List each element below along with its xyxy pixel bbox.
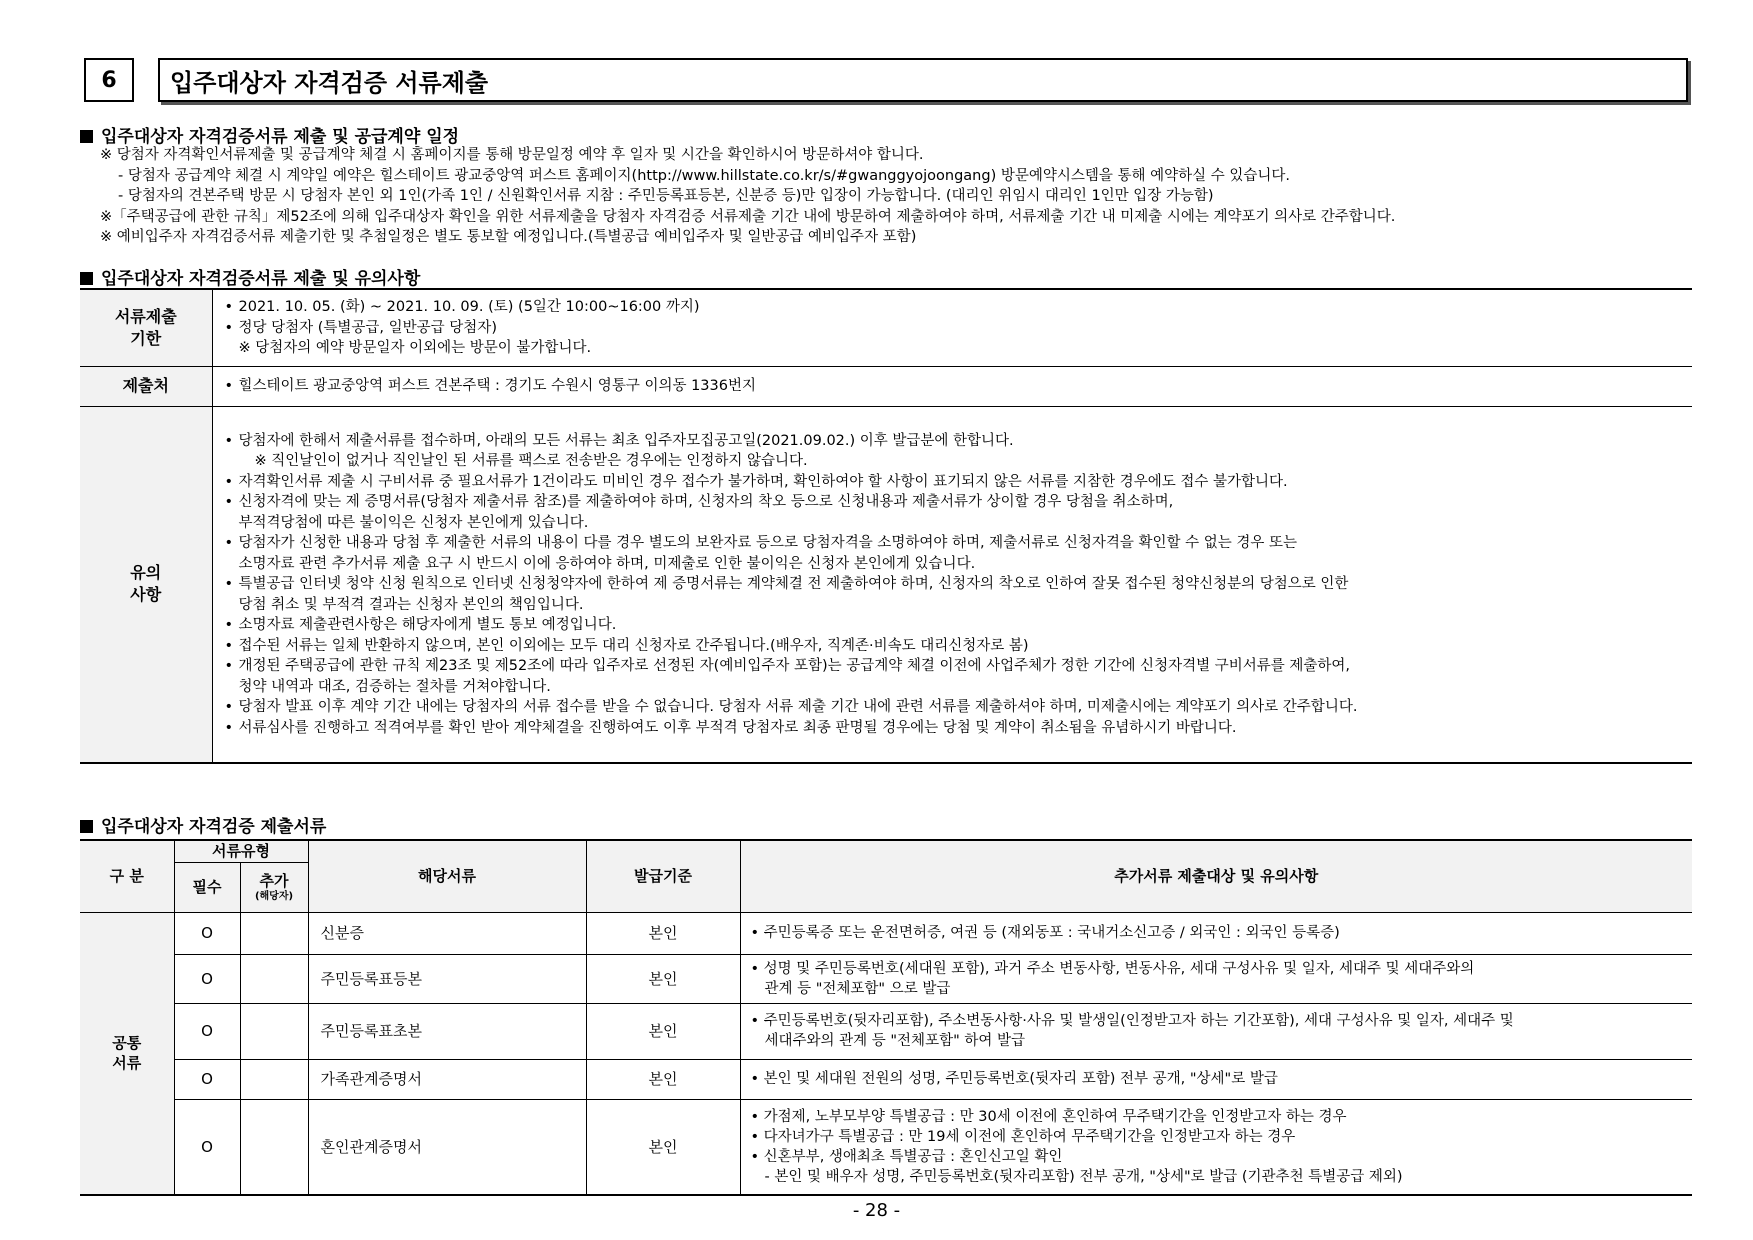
notes-label: 유의 사항: [80, 406, 212, 763]
deadline-label: 서류제출 기한: [80, 289, 212, 366]
caution-table: [80, 288, 1692, 764]
place-row: [80, 366, 1692, 406]
table-row: 공통 서류 O 신분증 본인 • 주민등록증 또는 운전면허증, 여권 등 (재외동포 : 국내거소신고증 / 외국인 : 외국인 등록증): [80, 912, 1692, 954]
docs-header-row: [80, 840, 1692, 862]
table-row: O 주민등록표초본 본인 • 주민등록번호(뒷자리포함), 주소변동사항·사유 및 발생일(인정받고자 하는 기간포함), 세대 구성사유 및 일자, 세대주 및 세대주와의 관계 등 "전체포함" 하여 발급: [80, 1003, 1692, 1059]
document-header: 해당서류: [308, 840, 586, 912]
additional-header: 추가 (해당자): [240, 862, 308, 912]
square-bullet-icon: [80, 272, 93, 285]
place-label: 제출처: [80, 366, 212, 406]
schedule-line: - 당첨자의 견본주택 방문 시 당첨자 본인 외 1인(가족 1인 / 신원확인서류 지참 : 주민등록표등본, 신분증 등)만 입장이 가능합니다. (대리인 위임시 대리인 1인만 입장 가능함): [118, 188, 1214, 204]
schedule-line: ※「주택공급에 관한 규칙」제52조에 의해 입주대상자 확인을 위한 서류제출을 당첨자 자격검증 서류제출 기간 내에 방문하여 제출하여야 하며, 서류제출 기간 내 미제출 시에는 계약포기 의사로 간주합니다.: [100, 208, 1396, 225]
caution-heading: 입주대상자 자격검증서류 제출 및 유의사항: [80, 264, 420, 289]
table-row: O 혼인관계증명서 본인 • 가점제, 노부모부양 특별공급 : 만 30세 이전에 혼인하여 무주택기간을 인정받고자 하는 경우 • 다자녀가구 특별공급 : 만 19세 이전에 혼인하여 무주택기간을 인정받고자 하는 경우 • 신혼부부, 생애최초 특별공급 : 혼인신고일 확인 - 본인 및 배우자 성명, 주민등록번호(뒷자리포함) 전부 공개, "상세"로 발급 (기관추천 특별공급 제외): [80, 1099, 1692, 1195]
schedule-notes: [100, 145, 1395, 248]
table-row: O 주민등록표등본 본인 • 성명 및 주민등록번호(세대원 포함), 과거 주소 변동사항, 변동사유, 세대 구성사유 및 일자, 세대주 및 세대주와의 관계 등 "전체포함" 으로 발급: [80, 954, 1692, 1003]
docs-table: [80, 839, 1692, 1196]
section-title: 입주대상자 자격검증 서류제출: [158, 58, 1688, 102]
schedule-line: ※ 당첨자 자격확인서류제출 및 공급계약 체결 시 홈페이지를 통해 방문일정 예약 후 일자 및 시간을 확인하시어 방문하셔야 합니다.: [100, 147, 924, 163]
deadline-content: • 2021. 10. 05. (화) ~ 2021. 10. 09. (토) (5일간 10:00~16:00 까지) • 정당 당첨자 (특별공급, 일반공급 당첨자) ※ 당첨자의 예약 방문일자 이외에는 방문이 불가합니다.: [212, 289, 1692, 366]
category-header: 구 분: [80, 840, 174, 912]
place-content: • 힐스테이트 광교중앙역 퍼스트 견본주택 : 경기도 수원시 영통구 이의동 1336번지: [212, 366, 1692, 406]
issue-basis-header: 발급기준: [586, 840, 740, 912]
docs-heading: 입주대상자 자격검증 제출서류: [80, 812, 326, 837]
schedule-line: - 당첨자 공급계약 체결 시 계약일 예약은 힐스테이트 광교중앙역 퍼스트 홈페이지(http://www.hillstate.co.kr/s/#gwanggyojoongang) 방문예약시스템을 통해 예약하실 수 있습니다.: [118, 167, 1291, 184]
square-bullet-icon: [80, 820, 93, 833]
deadline-row: [80, 289, 1692, 366]
square-bullet-icon: [80, 130, 93, 143]
page-number: - 28 -: [852, 1200, 901, 1221]
notes-header: 추가서류 제출대상 및 유의사항: [740, 840, 1692, 912]
table-row: O 가족관계증명서 본인 • 본인 및 세대원 전원의 성명, 주민등록번호(뒷자리 포함) 전부 공개, "상세"로 발급: [80, 1059, 1692, 1099]
notes-row: [80, 406, 1692, 763]
section-header: [84, 58, 1690, 102]
doc-type-header: 서류유형: [174, 840, 308, 862]
schedule-heading: 입주대상자 자격검증서류 제출 및 공급계약 일정: [80, 122, 459, 147]
schedule-line: ※ 예비입주자 자격검증서류 제출기한 및 추첨일정은 별도 통보할 예정입니다.(특별공급 예비입주자 및 일반공급 예비입주자 포함): [100, 229, 917, 245]
section-number: 6: [84, 58, 134, 102]
category-cell: 공통 서류: [80, 912, 174, 1195]
required-header: 필수: [174, 862, 240, 912]
notes-content: • 당첨자에 한해서 제출서류를 접수하며, 아래의 모든 서류는 최초 입주자모집공고일(2021.09.02.) 이후 발급분에 한합니다. ※ 직인날인이 없거나 직인날인 된 서류를 팩스로 전송받은 경우에는 인정하지 않습니다. • 자격확인서류 제출 시 구비서류 중 필요서류가 1건이라도 미비인 경우 접수가 불가하며, 확인하여야 할 사항이 표기되지 않은 서류를 지참한 경우에도 접수 불가합니다. • 신청자격에 맞는 제 증명서류(당첨자 제출서류 참조)를 제출하여야 하며, 신청자의 착오 등으로 신청내용과 제출서류가 상이할 경우 당첨을 취소하며, 부적격당첨에 따른 불이익은 신청자 본인에게 있습니다. • 당첨자가 신청한 내용과 당첨 후 제출한 서류의 내용이 다를 경우 별도의 보완자료 등으로 당첨자격을 소명하여야 하며, 제출서류로 신청자격을 확인할 수 없는 경우 또는 소명자료 관련 추가서류 제출 요구 시 반드시 이에 응하여야 하며, 미제출로 인한 불이익은 신청자 본인에게 있습니다. • 특별공급 인터넷 청약 신청 원칙으로 인터넷 신청청약자에 한하여 제 증명서류는 계약체결 전 제출하여야 하며, 신청자의 착오로 인하여 잘못 접수된 청약신청분의 당첨으로 인한 당첨 취소 및 부적격 결과는 신청자 본인의 책임입니다. • 소명자료 제출관련사항은 해당자에게 별도 통보 예정입니다. • 접수된 서류는 일체 반환하지 않으며, 본인 이외에는 모두 대리 신청자로 간주됩니다.(배우자, 직계존·비속도 대리신청자로 봄) • 개정된 주택공급에 관한 규칙 제23조 및 제52조에 따라 입주자로 선정된 자(예비입주자 포함)는 공급계약 체결 이전에 사업주체가 정한 기간에 신청자격별 구비서류를 제출하여, 청약 내역과 대조, 검증하는 절차를 거쳐야합니다. • 당첨자 발표 이후 계약 기간 내에는 당첨자의 서류 접수를 받을 수 없습니다. 당첨자 서류 제출 기간 내에 관련 서류를 제출하셔야 하며, 미제출시에는 계약포기 의사로 간주합니다. • 서류심사를 진행하고 적격여부를 확인 받아 계약체결을 진행하여도 이후 부적격 당첨자로 최종 판명될 경우에는 당첨 및 계약이 취소됨을 유념하시기 바랍니다.: [212, 406, 1692, 763]
